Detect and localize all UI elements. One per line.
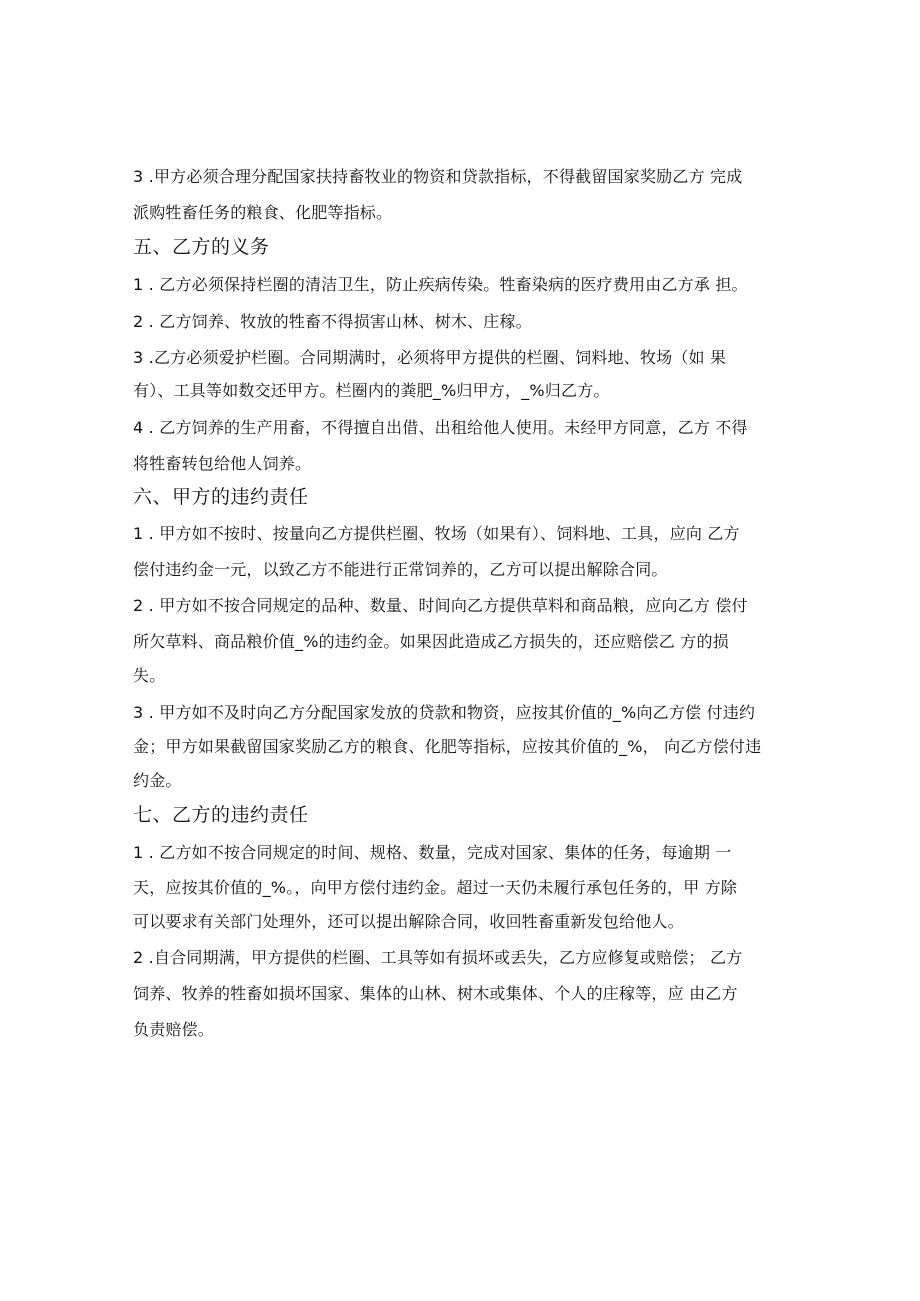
clause-4-3-line-1: 3 .甲方必须合理分配国家扶持畜牧业的物资和贷款指标，不得截留国家奖励乙方 完成 [133,167,743,186]
clause-5-2-line-1: 2 . 乙方饲养、牧放的牲畜不得损害山林、树木、庄稼。 [133,312,532,331]
clause-6-3-line-2: 金；甲方如果截留国家奖励乙方的粮食、化肥等指标，应按其价值的_%， 向乙方偿付违 [133,737,762,756]
clause-7-1-line-1: 1 . 乙方如不按合同规定的时间、规格、数量，完成对国家、集体的任务，每逾期 一 [133,843,732,862]
clause-6-3-line-3: 约金。 [133,771,182,790]
section-5-heading: 五、乙方的义务 [133,236,270,258]
section-7-heading: 七、乙方的违约责任 [133,804,309,826]
clause-6-2-line-1: 2 . 甲方如不按合同规定的品种、数量、时间向乙方提供草料和商品粮，应向乙方 偿付 [133,596,748,615]
clause-5-3-line-2: 有）、工具等如数交还甲方。栏圈内的粪肥_%归甲方，_%归乙方。 [133,381,610,400]
clause-6-3-line-1: 3 . 甲方如不及时向乙方分配国家发放的贷款和物资，应按其价值的_%向乙方偿 付违约 [133,703,756,722]
clause-6-2-line-2: 所欠草料、商品粮价值_%的违约金。如果因此造成乙方损失的，还应赔偿乙 方的损 [133,632,729,651]
clause-7-1-line-2: 天，应按其价值的_%。，向甲方偿付违约金。超过一天仍未履行承包任务的，甲 方除 [133,878,738,897]
clause-5-4-line-1: 4 . 乙方饲养的生产用畜，不得擅自出借、出租给他人使用。未经甲方同意，乙方 不得 [133,418,748,437]
clause-5-1-line-1: 1 . 乙方必须保持栏圈的清洁卫生，防止疾病传染。牲畜染病的医疗费用由乙方承 担。 [133,275,748,294]
clause-7-2-line-2: 饲养、牧养的牲畜如损坏国家、集体的山林、树木或集体、个人的庄稼等，应 由乙方 [133,984,738,1003]
clause-5-4-line-2: 将牲畜转包给他人饲养。 [133,454,312,473]
clause-7-1-line-3: 可以要求有关部门处理外，还可以提出解除合同，收回牲畜重新发包给他人。 [133,912,684,931]
clause-6-1-line-2: 偿付违约金一元，以致乙方不能进行正常饲养的，乙方可以提出解除合同。 [133,560,668,579]
clause-6-2-line-3: 失。 [133,666,166,685]
clause-7-2-line-3: 负责赔偿。 [133,1020,215,1039]
clause-4-3-line-2: 派购牲畜任务的粮食、化肥等指标。 [133,203,393,222]
clause-6-1-line-1: 1 . 甲方如不按时、按量向乙方提供栏圈、牧场（如果有）、饲料地、工具，应向 乙方 [133,524,740,543]
clause-5-3-line-1: 3 .乙方必须爱护栏圈。合同期满时，必须将甲方提供的栏圈、饲料地、牧场（如 果 [133,348,727,367]
clause-7-2-line-1: 2 .自合同期满，甲方提供的栏圈、工具等如有损坏或丢失，乙方应修复或赔偿； 乙方 [133,948,743,967]
section-6-heading: 六、甲方的违约责任 [133,486,309,508]
